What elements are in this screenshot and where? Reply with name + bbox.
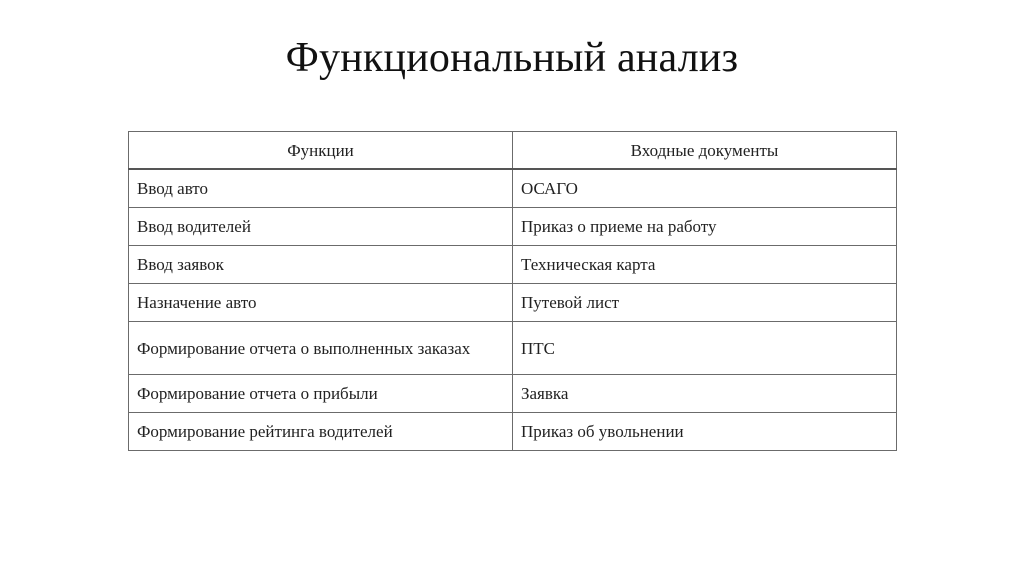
table-row bbox=[129, 246, 897, 284]
function-cell: Ввод авто bbox=[129, 169, 513, 208]
document-cell: Приказ о приеме на работу bbox=[513, 208, 897, 246]
document-cell: Приказ об увольнении bbox=[513, 413, 897, 451]
function-cell: Ввод заявок bbox=[129, 246, 513, 284]
document-cell: Заявка bbox=[513, 375, 897, 413]
function-cell: Назначение авто bbox=[129, 284, 513, 322]
document-cell: ОСАГО bbox=[513, 169, 897, 208]
table-row bbox=[129, 413, 897, 451]
function-cell: Ввод водителей bbox=[129, 208, 513, 246]
table-row bbox=[129, 284, 897, 322]
page-title: Функциональный анализ bbox=[285, 35, 739, 81]
table-row bbox=[129, 322, 897, 375]
column-header-input-documents: Входные документы bbox=[513, 132, 897, 170]
table-row bbox=[129, 169, 897, 208]
functions-documents-table bbox=[128, 131, 897, 451]
function-cell: Формирование рейтинга водителей bbox=[129, 413, 513, 451]
column-header-functions: Функции bbox=[129, 132, 513, 170]
table-row bbox=[129, 375, 897, 413]
table-header-row bbox=[129, 132, 897, 170]
table-row bbox=[129, 208, 897, 246]
function-cell: Формирование отчета о выполненных заказах bbox=[129, 322, 513, 375]
function-cell: Формирование отчета о прибыли bbox=[129, 375, 513, 413]
document-cell: Путевой лист bbox=[513, 284, 897, 322]
document-cell: ПТС bbox=[513, 322, 897, 375]
document-cell: Техническая карта bbox=[513, 246, 897, 284]
